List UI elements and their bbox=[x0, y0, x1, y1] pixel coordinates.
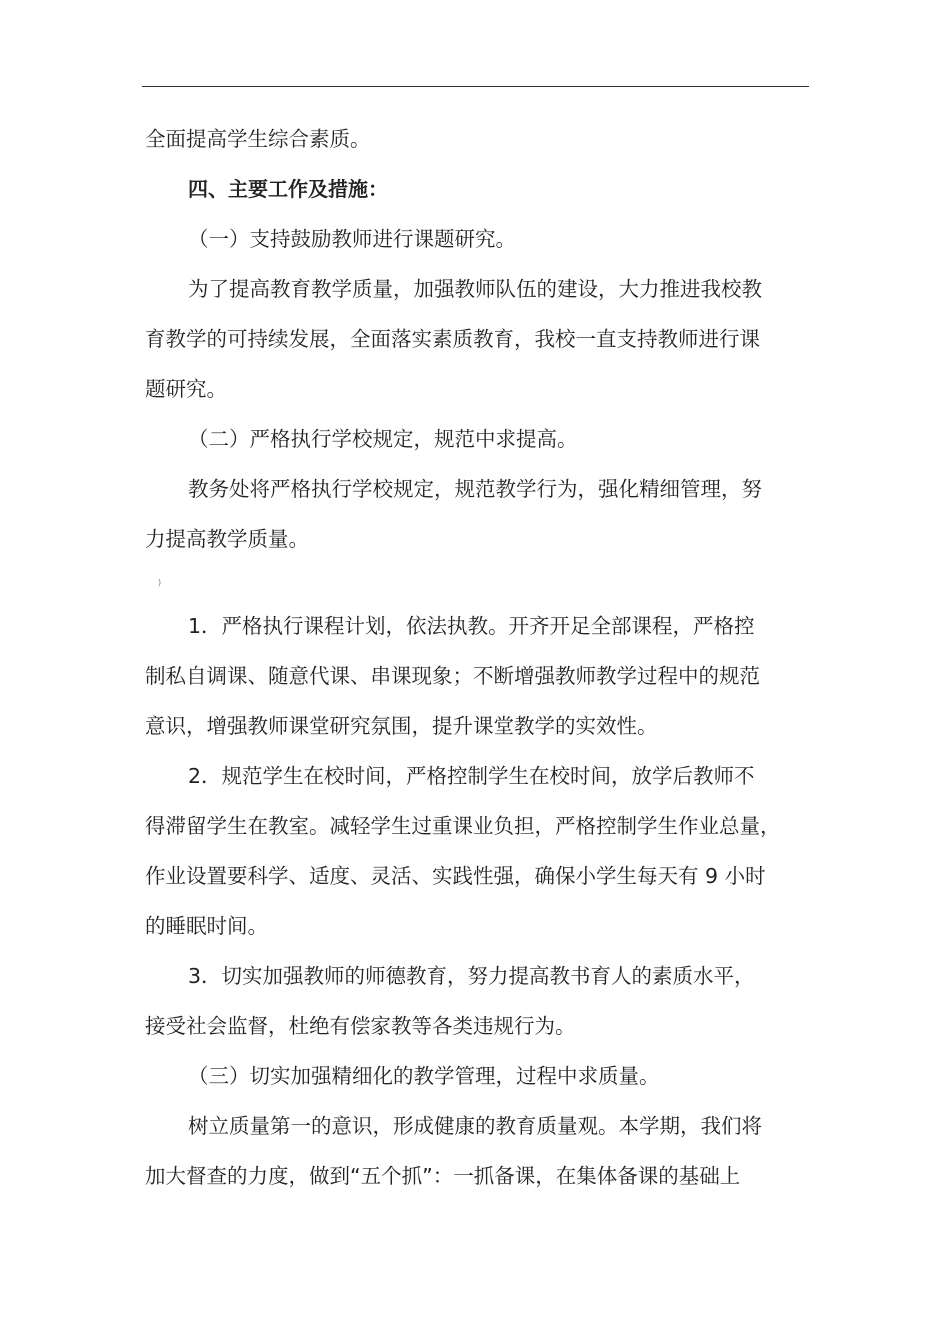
paragraph-line: 题研究。 bbox=[145, 377, 227, 401]
subsection-heading: （三）切实加强精细化的教学管理，过程中求质量。 bbox=[188, 1064, 660, 1088]
subsection-heading: （一）支持鼓励教师进行课题研究。 bbox=[188, 227, 516, 251]
list-item-line: 3．切实加强教师的师德教育，努力提高教书育人的素质水平， bbox=[188, 964, 755, 988]
stray-mark: ) bbox=[158, 578, 162, 587]
paragraph-line: 力提高教学质量。 bbox=[145, 527, 309, 551]
list-item-line: 的睡眠时间。 bbox=[145, 914, 268, 938]
list-item-line: 得滞留学生在教室。减轻学生过重课业负担，严格控制学生作业总量， bbox=[145, 814, 781, 838]
list-item-line: 1．严格执行课程计划，依法执教。开齐开足全部课程，严格控 bbox=[188, 614, 755, 638]
paragraph-line: 为了提高教育教学质量，加强教师队伍的建设，大力推进我校教 bbox=[188, 277, 762, 301]
paragraph-line: 教务处将严格执行学校规定，规范教学行为，强化精细管理，努 bbox=[188, 477, 762, 501]
list-item-line: 意识，增强教师课堂研究氛围，提升课堂教学的实效性。 bbox=[145, 714, 658, 738]
section-heading: 四、主要工作及措施： bbox=[188, 177, 388, 201]
paragraph-line: 全面提高学生综合素质。 bbox=[145, 127, 371, 151]
paragraph-line: 树立质量第一的意识，形成健康的教育质量观。本学期，我们将 bbox=[188, 1114, 762, 1138]
list-item-line: 作业设置要科学、适度、灵活、实践性强，确保小学生每天有 9 小时 bbox=[145, 864, 766, 888]
subsection-heading: （二）严格执行学校规定，规范中求提高。 bbox=[188, 427, 578, 451]
paragraph-line: 加大督查的力度，做到“五个抓”：一抓备课，在集体备课的基础上 bbox=[145, 1164, 741, 1188]
header-rule bbox=[142, 86, 809, 87]
paragraph-line: 育教学的可持续发展，全面落实素质教育，我校一直支持教师进行课 bbox=[145, 327, 760, 351]
list-item-line: 制私自调课、随意代课、串课现象；不断增强教师教学过程中的规范 bbox=[145, 664, 760, 688]
list-item-line: 接受社会监督，杜绝有偿家教等各类违规行为。 bbox=[145, 1014, 576, 1038]
list-item-line: 2．规范学生在校时间，严格控制学生在校时间，放学后教师不 bbox=[188, 764, 755, 788]
